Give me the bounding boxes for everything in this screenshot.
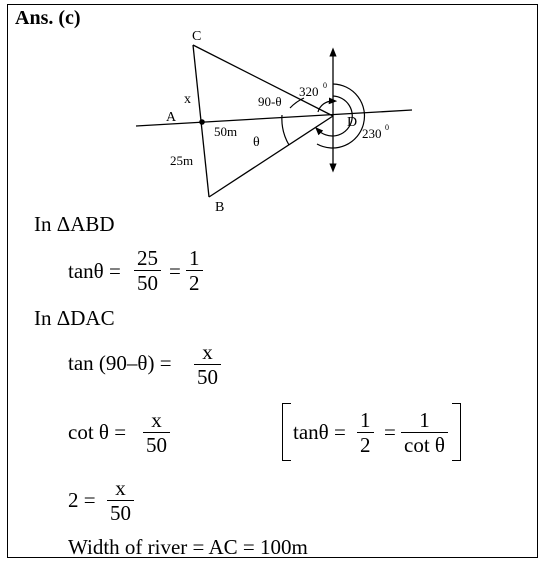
arc-inner [318,101,333,112]
equals-1: = [169,259,181,283]
fraction-1-cot-theta: 1 cot θ [401,408,448,457]
fraction-25-50: 25 50 [134,246,161,295]
two-equals-lhs: 2 = [68,488,96,512]
tan-90-theta-lhs: tan (90–θ) = [68,351,172,375]
label-90-theta: 90-θ [258,94,282,109]
label-50m: 50m [214,124,238,139]
point-a [199,119,205,125]
in-abd-line: In ΔABD [34,212,115,236]
left-bracket [282,403,291,461]
equals-2: = [384,420,396,444]
fraction-x-50-b: x 50 [143,408,170,457]
in-dac-line: In ΔDAC [34,306,115,330]
fraction-1-2: 1 2 [186,246,203,295]
right-bracket [452,403,461,461]
label-c: C [192,29,202,44]
geometry-diagram [0,0,547,220]
label-230: 230 [362,126,382,141]
bracket-tan-theta: tanθ = [293,420,346,444]
label-230-degree: 0 [385,123,389,132]
answer-heading: Ans. (c) [15,7,81,29]
arc-320 [317,84,364,148]
arc-theta [282,115,289,145]
result-line: Width of river = AC = 100m [68,535,308,559]
label-320: 320 [299,84,319,99]
label-b: B [215,200,225,215]
label-320-degree: 0 [323,81,327,90]
label-d: D [347,115,358,130]
fraction-bracket-1-2: 1 2 [357,408,374,457]
bank-line [136,110,412,126]
label-a: A [166,110,177,125]
tan-theta-lhs: tanθ = [68,259,121,283]
fraction-x-50-c: x 50 [107,476,134,525]
cot-theta-lhs: cot θ = [68,420,127,444]
label-25m: 25m [170,153,194,168]
arc-90-theta [290,98,304,108]
label-x: x [184,92,191,107]
fraction-x-50-a: x 50 [194,340,221,389]
label-theta: θ [253,135,260,150]
